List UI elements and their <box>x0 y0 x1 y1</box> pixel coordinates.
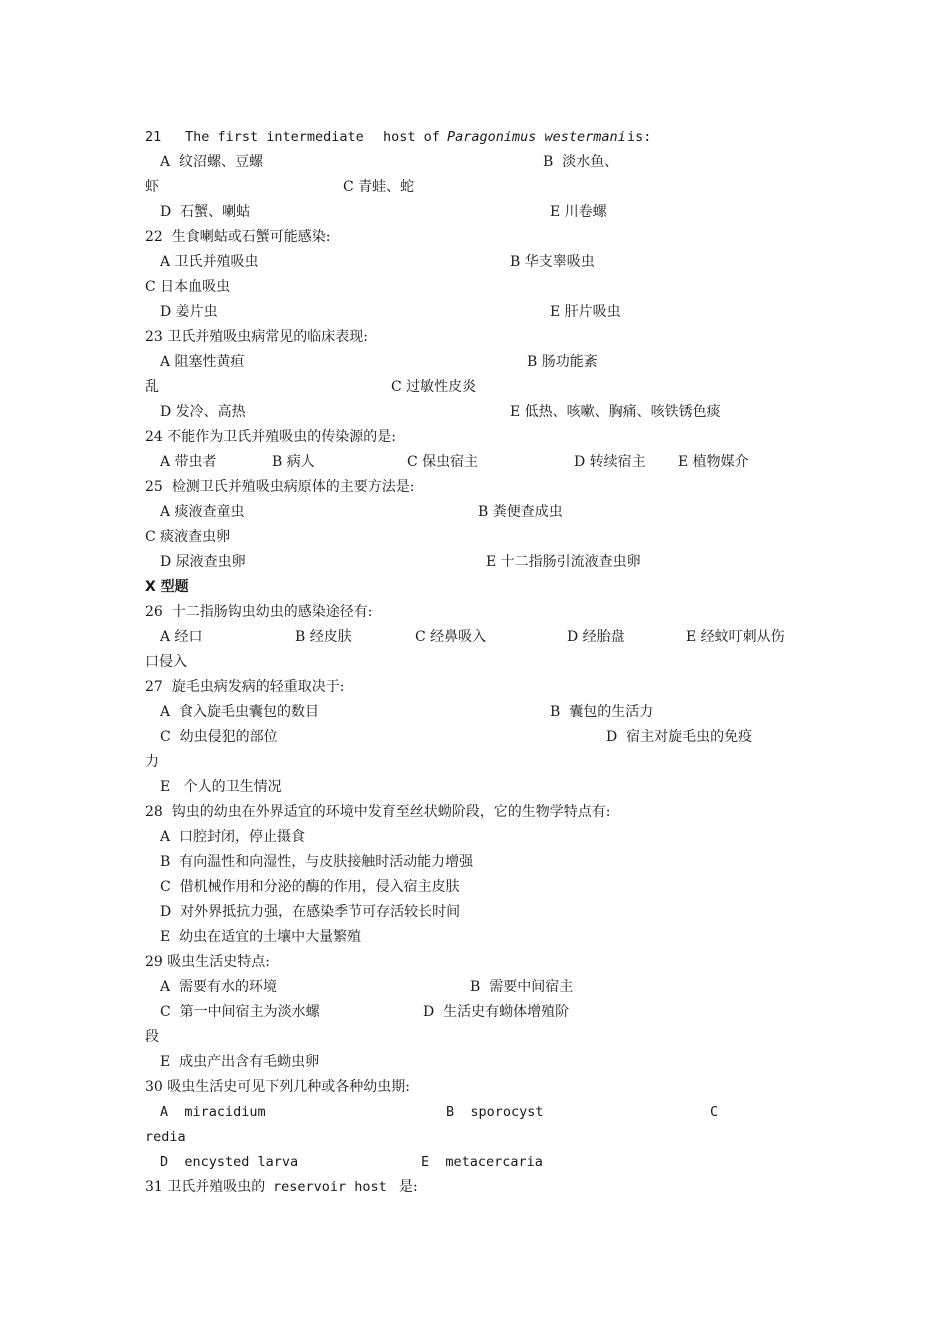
question-text: 26 十二指肠钩虫幼虫的感染途径有: <box>145 604 373 620</box>
option-d: D 对外界抵抗力强，在感染季节可存活较长时间 <box>160 904 461 920</box>
option-a: A 带虫者 <box>160 454 217 470</box>
question-24-options <box>145 450 749 475</box>
option-c: C <box>710 1104 719 1120</box>
option-d-wrap: 力 <box>145 754 159 770</box>
question-29-options-wrap <box>145 1025 163 1050</box>
question-27-options-row2 <box>145 725 753 750</box>
section-title: X 型题 <box>145 579 189 595</box>
option-d: D 经胎盘 <box>567 629 625 645</box>
option-e: E 低热、咳嗽、胸痛、咳铁锈色痰 <box>510 404 721 420</box>
option-c-wrap: redia <box>145 1129 186 1145</box>
option-d: D 石蟹、喇蛄 <box>160 204 251 220</box>
option-d: D 生活史有蚴体增殖阶 <box>423 1004 570 1020</box>
question-text: 31 卫氏并殖吸虫的 <box>145 1179 266 1195</box>
option-b-wrap: 乱 <box>145 379 159 395</box>
question-text: 24 不能作为卫氏并殖吸虫的传染源的是: <box>145 429 396 445</box>
question-text: 29 吸虫生活史特点: <box>145 954 270 970</box>
question-25-options-row2 <box>145 525 231 550</box>
option-b: B 华支睾吸虫 <box>510 254 595 270</box>
question-text: host of <box>383 129 440 145</box>
question-22-options-row2 <box>145 275 231 300</box>
option-a: A 卫氏并殖吸虫 <box>160 254 259 270</box>
question-23-stem <box>145 325 368 350</box>
question-text: 23 卫氏并殖吸虫病常见的临床表现: <box>145 329 368 345</box>
question-21-options-row2 <box>145 175 415 200</box>
option-e: E 个人的卫生情况 <box>160 779 282 795</box>
question-23-options-row3 <box>145 400 721 425</box>
option-c: C 痰液查虫卵 <box>145 529 231 545</box>
question-26-stem <box>145 600 373 625</box>
option-d: D 发冷、高热 <box>160 404 246 420</box>
option-d: D 转续宿主 <box>574 454 646 470</box>
option-c: C 青蛙、蛇 <box>343 179 415 195</box>
question-text: The first intermediate <box>185 129 364 145</box>
option-a: A 口腔封闭，停止摄食 <box>160 829 306 845</box>
option-b: B 淡水鱼、 <box>543 154 619 170</box>
option-b: B 有向温性和向湿性，与皮肤接触时活动能力增强 <box>160 854 474 870</box>
option-c: C 借机械作用和分泌的酶的作用，侵入宿主皮肤 <box>160 879 460 895</box>
option-b: B sporocyst <box>446 1104 544 1120</box>
option-e: E 成虫产出含有毛蚴虫卵 <box>160 1054 320 1070</box>
option-e: E 经蚊叮刺从伤 <box>686 629 785 645</box>
question-29-options-row3 <box>145 1050 320 1075</box>
question-27-stem <box>145 675 345 700</box>
option-d: D 宿主对旋毛虫的免疫 <box>606 729 753 745</box>
question-28-option-d <box>145 900 461 925</box>
question-25-options-row1 <box>145 500 563 525</box>
option-d: D encysted larva <box>160 1154 299 1170</box>
question-25-options-row3 <box>145 550 641 575</box>
option-a: A 需要有水的环境 <box>160 979 278 995</box>
option-c: C 幼虫侵犯的部位 <box>160 729 278 745</box>
question-term: reservoir host <box>273 1179 387 1195</box>
option-d: D 尿液查虫卵 <box>160 554 246 570</box>
option-b: B 囊包的生活力 <box>550 704 654 720</box>
question-text: 28 钩虫的幼虫在外界适宜的环境中发育至丝状蚴阶段，它的生物学特点有: <box>145 804 611 820</box>
option-b: B 粪便查成虫 <box>478 504 563 520</box>
question-30-options-row2 <box>145 1150 543 1175</box>
question-30-options-wrap <box>145 1125 186 1150</box>
option-d-wrap: 段 <box>145 1029 159 1045</box>
option-b: B 经皮肤 <box>295 629 352 645</box>
option-c: C 经鼻吸入 <box>415 629 487 645</box>
option-e: E metacercaria <box>421 1154 543 1170</box>
option-e: E 川卷螺 <box>550 204 607 220</box>
question-30-options-row1 <box>145 1100 719 1125</box>
question-28-option-b <box>145 850 474 875</box>
question-text: 22 生食喇蛄或石蟹可能感染: <box>145 229 331 245</box>
question-22-stem <box>145 225 331 250</box>
question-text: is: <box>627 129 652 145</box>
option-e: E 植物媒介 <box>678 454 749 470</box>
question-23-options-row2 <box>145 375 477 400</box>
question-27-options-row1 <box>145 700 654 725</box>
question-28-option-e <box>145 925 362 950</box>
option-e: E 十二指肠引流液查虫卵 <box>486 554 641 570</box>
option-e: E 肝片吸虫 <box>550 304 621 320</box>
species-name: Paragonimus westermani <box>447 129 626 145</box>
question-29-options-row2 <box>145 1000 570 1025</box>
option-c: C 日本血吸虫 <box>145 279 231 295</box>
option-a: A 食入旋毛虫囊包的数目 <box>160 704 320 720</box>
option-c: C 第一中间宿主为淡水螺 <box>160 1004 320 1020</box>
question-26-options <box>145 625 785 650</box>
question-21-stem <box>145 125 652 150</box>
option-a: A 痰液查童虫 <box>160 504 245 520</box>
question-number: 21 <box>145 129 162 145</box>
question-28-option-c <box>145 875 460 900</box>
question-22-options-row3 <box>145 300 621 325</box>
question-text: 25 检测卫氏并殖吸虫病原体的主要方法是: <box>145 479 415 495</box>
question-25-stem <box>145 475 415 500</box>
question-26-options-wrap <box>145 650 187 675</box>
question-29-options-row1 <box>145 975 574 1000</box>
option-b: B 需要中间宿主 <box>470 979 574 995</box>
option-a: A miracidium <box>160 1104 266 1120</box>
option-b: B 病人 <box>272 454 315 470</box>
option-e: E 幼虫在适宜的土壤中大量繁殖 <box>160 929 362 945</box>
question-30-stem <box>145 1075 410 1100</box>
question-text: 是: <box>399 1179 418 1195</box>
question-21-options-row3 <box>145 200 607 225</box>
question-21-options-row1 <box>145 150 619 175</box>
question-28-option-a <box>145 825 306 850</box>
question-24-stem <box>145 425 396 450</box>
question-29-stem <box>145 950 270 975</box>
question-27-options-wrap <box>145 750 163 775</box>
option-a: A 纹沼螺、豆螺 <box>160 154 264 170</box>
option-a: A 经口 <box>160 629 203 645</box>
option-c: C 过敏性皮炎 <box>391 379 477 395</box>
section-heading <box>145 575 189 600</box>
question-27-options-row3 <box>145 775 282 800</box>
question-28-stem <box>145 800 611 825</box>
option-b: B 肠功能紊 <box>527 354 598 370</box>
option-e-wrap: 口侵入 <box>145 654 187 670</box>
option-b-wrap: 虾 <box>145 179 159 195</box>
question-text: 30 吸虫生活史可见下列几种或各种幼虫期: <box>145 1079 410 1095</box>
question-22-options-row1 <box>145 250 595 275</box>
question-text: 27 旋毛虫病发病的轻重取决于: <box>145 679 345 695</box>
question-31-stem <box>145 1175 418 1200</box>
option-a: A 阻塞性黄疸 <box>160 354 245 370</box>
option-c: C 保虫宿主 <box>407 454 479 470</box>
question-23-options-row1 <box>145 350 598 375</box>
option-d: D 姜片虫 <box>160 304 218 320</box>
